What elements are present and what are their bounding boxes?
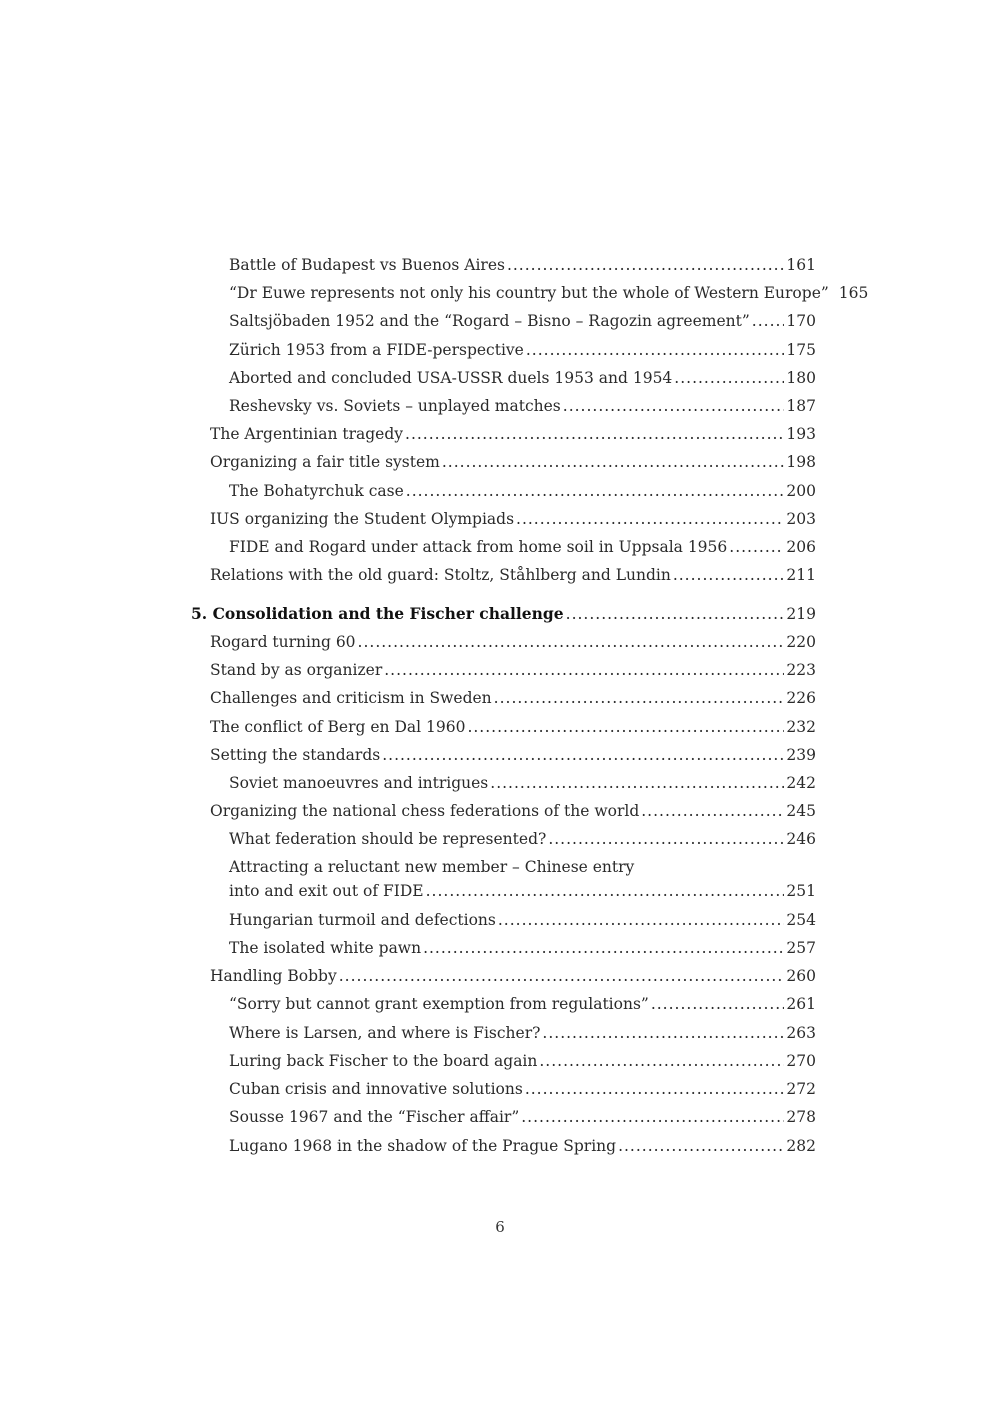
leader-dots <box>673 563 785 587</box>
toc-entry-page: 170 <box>786 312 816 330</box>
leader-dots <box>563 394 785 418</box>
toc-entry <box>229 936 816 960</box>
toc-entry <box>210 507 816 531</box>
toc-entry-page: 198 <box>786 453 816 471</box>
toc-entry <box>210 964 816 988</box>
page-number: 6 <box>495 1218 505 1236</box>
leader-dots <box>539 1049 784 1073</box>
toc-entry-page: 263 <box>786 1024 816 1042</box>
toc-entry-title: The Bohatyrchuk case <box>229 482 404 500</box>
toc-entry <box>229 879 816 903</box>
leader-dots <box>729 535 784 559</box>
toc-entry <box>229 281 869 305</box>
toc-entry-title: Handling Bobby <box>210 967 337 985</box>
toc-entry-page: 211 <box>786 566 816 584</box>
leader-dots <box>526 338 785 362</box>
toc-entry <box>229 827 816 851</box>
toc-entry <box>229 992 816 1016</box>
leader-dots <box>548 827 784 851</box>
toc-entry <box>229 771 816 795</box>
toc-entry-page: 251 <box>786 882 816 900</box>
toc-entry-title: Saltsjöbaden 1952 and the “Rogard – Bisno – Ragozin agreement” <box>229 312 750 330</box>
toc-entry-page: 220 <box>786 633 816 651</box>
toc-entry-title: Challenges and criticism in Sweden <box>210 689 492 707</box>
toc-entry-page: 261 <box>786 995 816 1013</box>
toc-entry-title: “Dr Euwe represents not only his country but the whole of Western Europe” <box>229 284 829 302</box>
leader-dots <box>490 771 784 795</box>
leader-dots <box>498 908 785 932</box>
toc-entry-page: 242 <box>786 774 816 792</box>
toc-entry <box>210 686 816 710</box>
toc-entry-title: Soviet manoeuvres and intrigues <box>229 774 489 792</box>
toc-entry-title: Reshevsky vs. Soviets – unplayed matches <box>229 397 561 415</box>
toc-entry <box>229 1049 816 1073</box>
toc-entry-page: 282 <box>786 1137 816 1155</box>
leader-dots <box>566 602 785 626</box>
leader-dots <box>426 879 785 903</box>
leader-dots <box>423 936 784 960</box>
toc-entry <box>229 394 816 418</box>
leader-dots <box>525 1077 785 1101</box>
toc-entry-page: 219 <box>786 605 816 623</box>
toc-entry-title: Where is Larsen, and where is Fischer? <box>229 1024 541 1042</box>
leader-dots <box>618 1134 784 1158</box>
toc-chapter-heading <box>191 602 816 626</box>
toc-entry <box>229 535 816 559</box>
toc-entry-page: 254 <box>786 911 816 929</box>
leader-dots <box>406 479 785 503</box>
toc-entry-title: FIDE and Rogard under attack from home soil in Uppsala 1956 <box>229 538 728 556</box>
toc-entry <box>229 309 816 333</box>
toc-entry-title: Rogard turning 60 <box>210 633 356 651</box>
leader-dots <box>542 1021 784 1045</box>
toc-entry <box>210 799 816 823</box>
toc-entry-page: 223 <box>786 661 816 679</box>
leader-dots <box>467 715 784 739</box>
toc-entry <box>210 743 816 767</box>
toc-entry-title: 5. Consolidation and the Fischer challenge <box>191 604 564 623</box>
toc-entry-page: 245 <box>786 802 816 820</box>
leader-dots <box>507 253 784 277</box>
leader-dots <box>752 309 785 333</box>
toc-entry-page: 260 <box>786 967 816 985</box>
leader-dots <box>641 799 784 823</box>
toc-entry-page: 180 <box>786 369 816 387</box>
toc-entry-title: The Argentinian tragedy <box>210 425 404 443</box>
leader-dots <box>382 743 784 767</box>
toc-entry <box>229 1134 816 1158</box>
leader-dots <box>339 964 785 988</box>
leader-dots <box>521 1105 784 1129</box>
leader-dots <box>674 366 784 390</box>
toc-entry <box>229 479 816 503</box>
toc-entry-title: Battle of Budapest vs Buenos Aires <box>229 256 505 274</box>
toc-entry-title: Sousse 1967 and the “Fischer affair” <box>229 1108 520 1126</box>
leader-dots <box>442 450 785 474</box>
toc-entry-title: “Sorry but cannot grant exemption from regulations” <box>229 995 649 1013</box>
toc-entry <box>229 338 816 362</box>
toc-entry-title: Cuban crisis and innovative solutions <box>229 1080 523 1098</box>
toc-entry-page: 165 <box>838 284 869 302</box>
toc-entry <box>229 1105 816 1129</box>
toc-entry-page: 232 <box>786 718 816 736</box>
toc-entry <box>210 630 816 654</box>
toc-entry-title: The conflict of Berg en Dal 1960 <box>210 718 466 736</box>
toc-entry-title: Setting the standards <box>210 746 381 764</box>
toc-entry-title: Aborted and concluded USA-USSR duels 1953 and 1954 <box>229 369 673 387</box>
toc-entry <box>210 715 816 739</box>
toc-entry-page: 246 <box>786 830 816 848</box>
leader-dots <box>358 630 785 654</box>
toc-entry-page: 278 <box>786 1108 816 1126</box>
toc-entry-page: 203 <box>786 510 816 528</box>
toc-entry <box>229 1077 816 1101</box>
toc-entry-title: Organizing a fair title system <box>210 453 440 471</box>
toc-entry-page: 257 <box>786 939 816 957</box>
leader-dots <box>494 686 785 710</box>
leader-dots <box>405 422 784 446</box>
toc-entry-page: 272 <box>786 1080 816 1098</box>
toc-entry-title: Organizing the national chess federations of the world <box>210 802 640 820</box>
toc-entry <box>229 1021 816 1045</box>
toc-entry <box>229 253 816 277</box>
toc-entry <box>229 366 816 390</box>
toc-entry-title: Lugano 1968 in the shadow of the Prague Spring <box>229 1137 617 1155</box>
toc-entry-page: 239 <box>786 746 816 764</box>
toc-entry-page: 161 <box>786 256 816 274</box>
toc-entry-title: IUS organizing the Student Olympiads <box>210 510 515 528</box>
toc-entry-title: Zürich 1953 from a FIDE-perspective <box>229 341 524 359</box>
toc-entry-page: 187 <box>786 397 816 415</box>
toc-entry-title: Luring back Fischer to the board again <box>229 1052 538 1070</box>
toc-entry-page: 206 <box>786 538 816 556</box>
toc-entry-title: into and exit out of FIDE <box>229 882 424 900</box>
toc-entry-title-line-1: Attracting a reluctant new member – Chinese entry <box>229 858 635 876</box>
toc-entry-title: The isolated white pawn <box>229 939 422 957</box>
toc-entry-title: Stand by as organizer <box>210 661 383 679</box>
toc-entry-page: 200 <box>786 482 816 500</box>
toc-entry-title: What federation should be represented? <box>229 830 547 848</box>
toc-entry <box>210 422 816 446</box>
leader-dots <box>651 992 785 1016</box>
toc-entry-page: 270 <box>786 1052 816 1070</box>
toc-entry-page: 175 <box>786 341 816 359</box>
leader-dots <box>384 658 784 682</box>
toc-entry-title: Hungarian turmoil and defections <box>229 911 496 929</box>
leader-dots <box>516 507 784 531</box>
toc-entry-page: 193 <box>786 425 816 443</box>
toc-entry <box>229 908 816 932</box>
toc-entry <box>210 658 816 682</box>
toc-entry <box>210 450 816 474</box>
toc-entry-page: 226 <box>786 689 816 707</box>
toc-entry-title: Relations with the old guard: Stoltz, Ståhlberg and Lundin <box>210 566 671 584</box>
toc-entry <box>210 563 816 587</box>
